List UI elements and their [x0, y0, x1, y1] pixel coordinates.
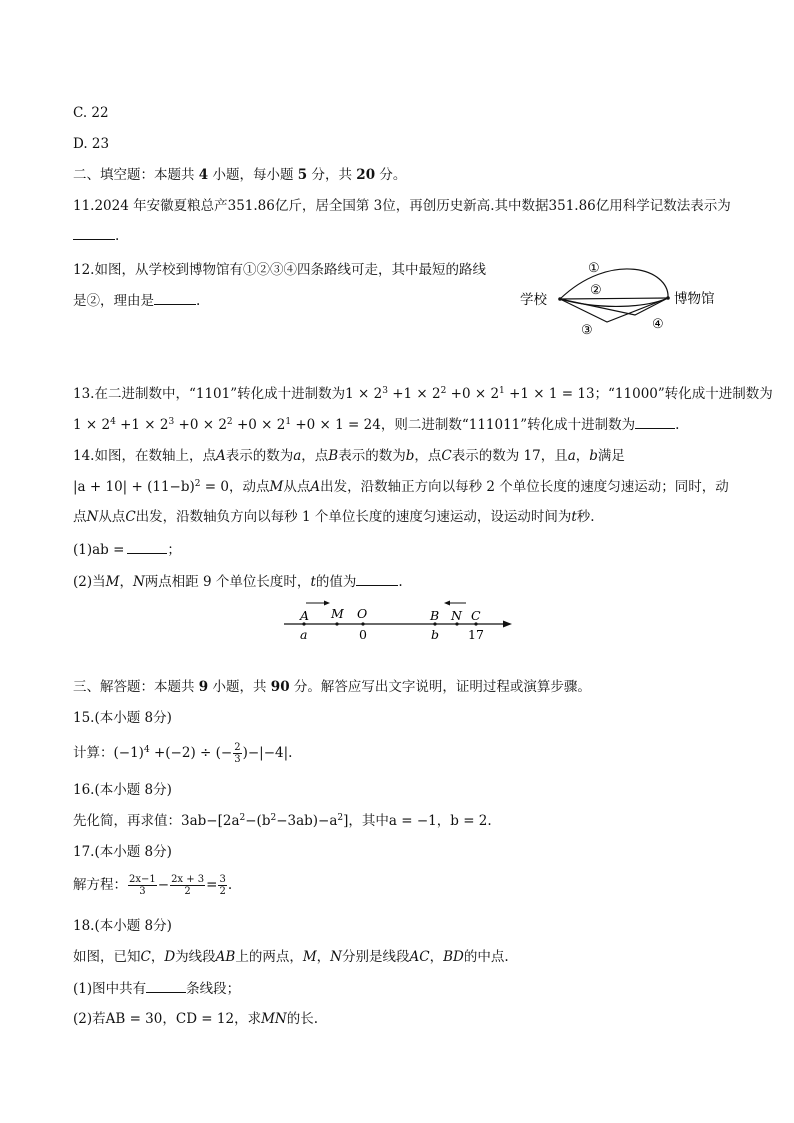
fraction: $\frac{2x + 3}{2}$: [171, 874, 205, 897]
fraction: $\frac{2}{3}$: [234, 742, 241, 765]
axis-arrow: [503, 621, 512, 628]
q14-text-2: $|a + 10| + (11-b)^2 = 0$，动点M从点A出发，沿数轴正方向以每秒 2 个单位长度的速度匀速运动；同时，动: [73, 479, 729, 495]
section2-header: 二、填空题：本题共 4 小题，每小题 5 分，共 20 分。: [73, 167, 407, 183]
option-d: D. 23: [73, 136, 110, 152]
answer-blank[interactable]: [146, 979, 186, 993]
value-a: a: [300, 627, 308, 642]
route-4-label: ④: [652, 317, 664, 332]
m-direction-arrowhead: [324, 601, 330, 606]
q11-text: 11.2024 年安徽夏粮总产351.86亿斤，居全国第 3位，再创历史新高.其中数据351.86亿用科学记数法表示为: [73, 198, 731, 214]
value-b: b: [431, 627, 440, 642]
label-a: A: [300, 608, 310, 623]
q17-title: 17.(本小题 8分): [73, 844, 172, 860]
q18-part1: (1)图中共有 条线段；: [73, 981, 241, 997]
school-label: 学校: [520, 292, 547, 308]
route-1-label: ①: [588, 261, 600, 276]
q13-text-2: $1 \times 2^4 +1 \times 2^3 +0 \times 2^2 +0 \times 2^1 +0 \times 1 = 24$，则二进制数“111011”转化成十进制数为 .: [73, 417, 680, 433]
value-seventeen: 17: [468, 627, 484, 642]
n-direction-arrowhead: [444, 601, 450, 606]
route-3-label: ③: [581, 323, 593, 338]
q15-expression: 计算：$(-1)^4 +(-2)$ ÷ (− $\frac{2}{3}$ )−|−4|.: [73, 742, 293, 765]
q14-part1: (1)ab = ；: [73, 542, 181, 558]
routes-figure: [515, 256, 755, 342]
point-o: [361, 622, 364, 625]
q11-answer-line: .: [73, 226, 119, 245]
fraction: $\frac{2x-1}{3}$: [129, 874, 156, 897]
label-o: O: [357, 606, 368, 621]
route-2-segment: [560, 298, 668, 299]
answer-blank[interactable]: [127, 540, 167, 554]
route-1-arc: [560, 269, 668, 299]
answer-blank[interactable]: [635, 415, 675, 429]
answer-blank[interactable]: [154, 291, 196, 305]
q14-text-1: 14.如图，在数轴上，点A表示的数为a，点B表示的数为b，点C表示的数为 17，且a，b满足: [73, 448, 625, 464]
q16-expression: 先化简，再求值：$3ab-[2a^2-(b^2-3ab)-a^2]$，其中a = −1，b = 2.: [73, 813, 492, 829]
q18-part2: (2)若AB = 30，CD = 12，求MN的长.: [73, 1011, 319, 1027]
q13-text-1: 13.在二进制数中，“1101”转化成十进制数为$1 \times 2^3 +1 \times 2^2 +0 \times 2^1 +1 \times 1 = 13$；“11000”转化成十进制数为: [73, 386, 773, 402]
answer-blank[interactable]: [356, 572, 398, 586]
museum-label: 博物馆: [674, 291, 715, 307]
school-point: [558, 297, 562, 301]
museum-point: [666, 296, 670, 300]
number-line-figure: [280, 596, 520, 644]
q17-equation: 解方程： $\frac{2x-1}{3}$ − $\frac{2x + 3}{2}$ = $\frac{3}{2}$ .: [73, 874, 233, 897]
route-2-label: ②: [590, 283, 602, 298]
q14-text-3: 点N从点C出发，沿数轴负方向以每秒 1 个单位长度的速度匀速运动，设运动时间为t秒.: [73, 509, 595, 525]
label-m: M: [331, 606, 344, 621]
label-n: N: [451, 608, 462, 623]
section3-header: 三、解答题：本题共 9 小题，共 90 分。解答应写出文字说明，证明过程或演算步骤。: [73, 679, 591, 695]
option-c: C. 22: [73, 105, 109, 121]
label-c: C: [471, 608, 481, 623]
value-zero: 0: [359, 627, 367, 642]
q14-part2: (2)当M，N两点相距 9 个单位长度时，t的值为 .: [73, 574, 403, 590]
q12-text: 12.如图，从学校到博物馆有①②③④四条路线可走，其中最短的路线: [73, 262, 486, 278]
q15-title: 15.(本小题 8分): [73, 710, 172, 726]
q16-title: 16.(本小题 8分): [73, 782, 172, 798]
point-m: [335, 622, 338, 625]
label-b: B: [430, 608, 440, 623]
q18-title: 18.(本小题 8分): [73, 918, 172, 934]
fraction: $\frac{3}{2}$: [219, 874, 226, 897]
q18-text: 如图，已知C，D为线段AB上的两点，M，N分别是线段AC，BD的中点.: [73, 949, 509, 965]
answer-blank[interactable]: [73, 226, 115, 240]
q12-text-2: 是②，理由是 .: [73, 293, 201, 309]
